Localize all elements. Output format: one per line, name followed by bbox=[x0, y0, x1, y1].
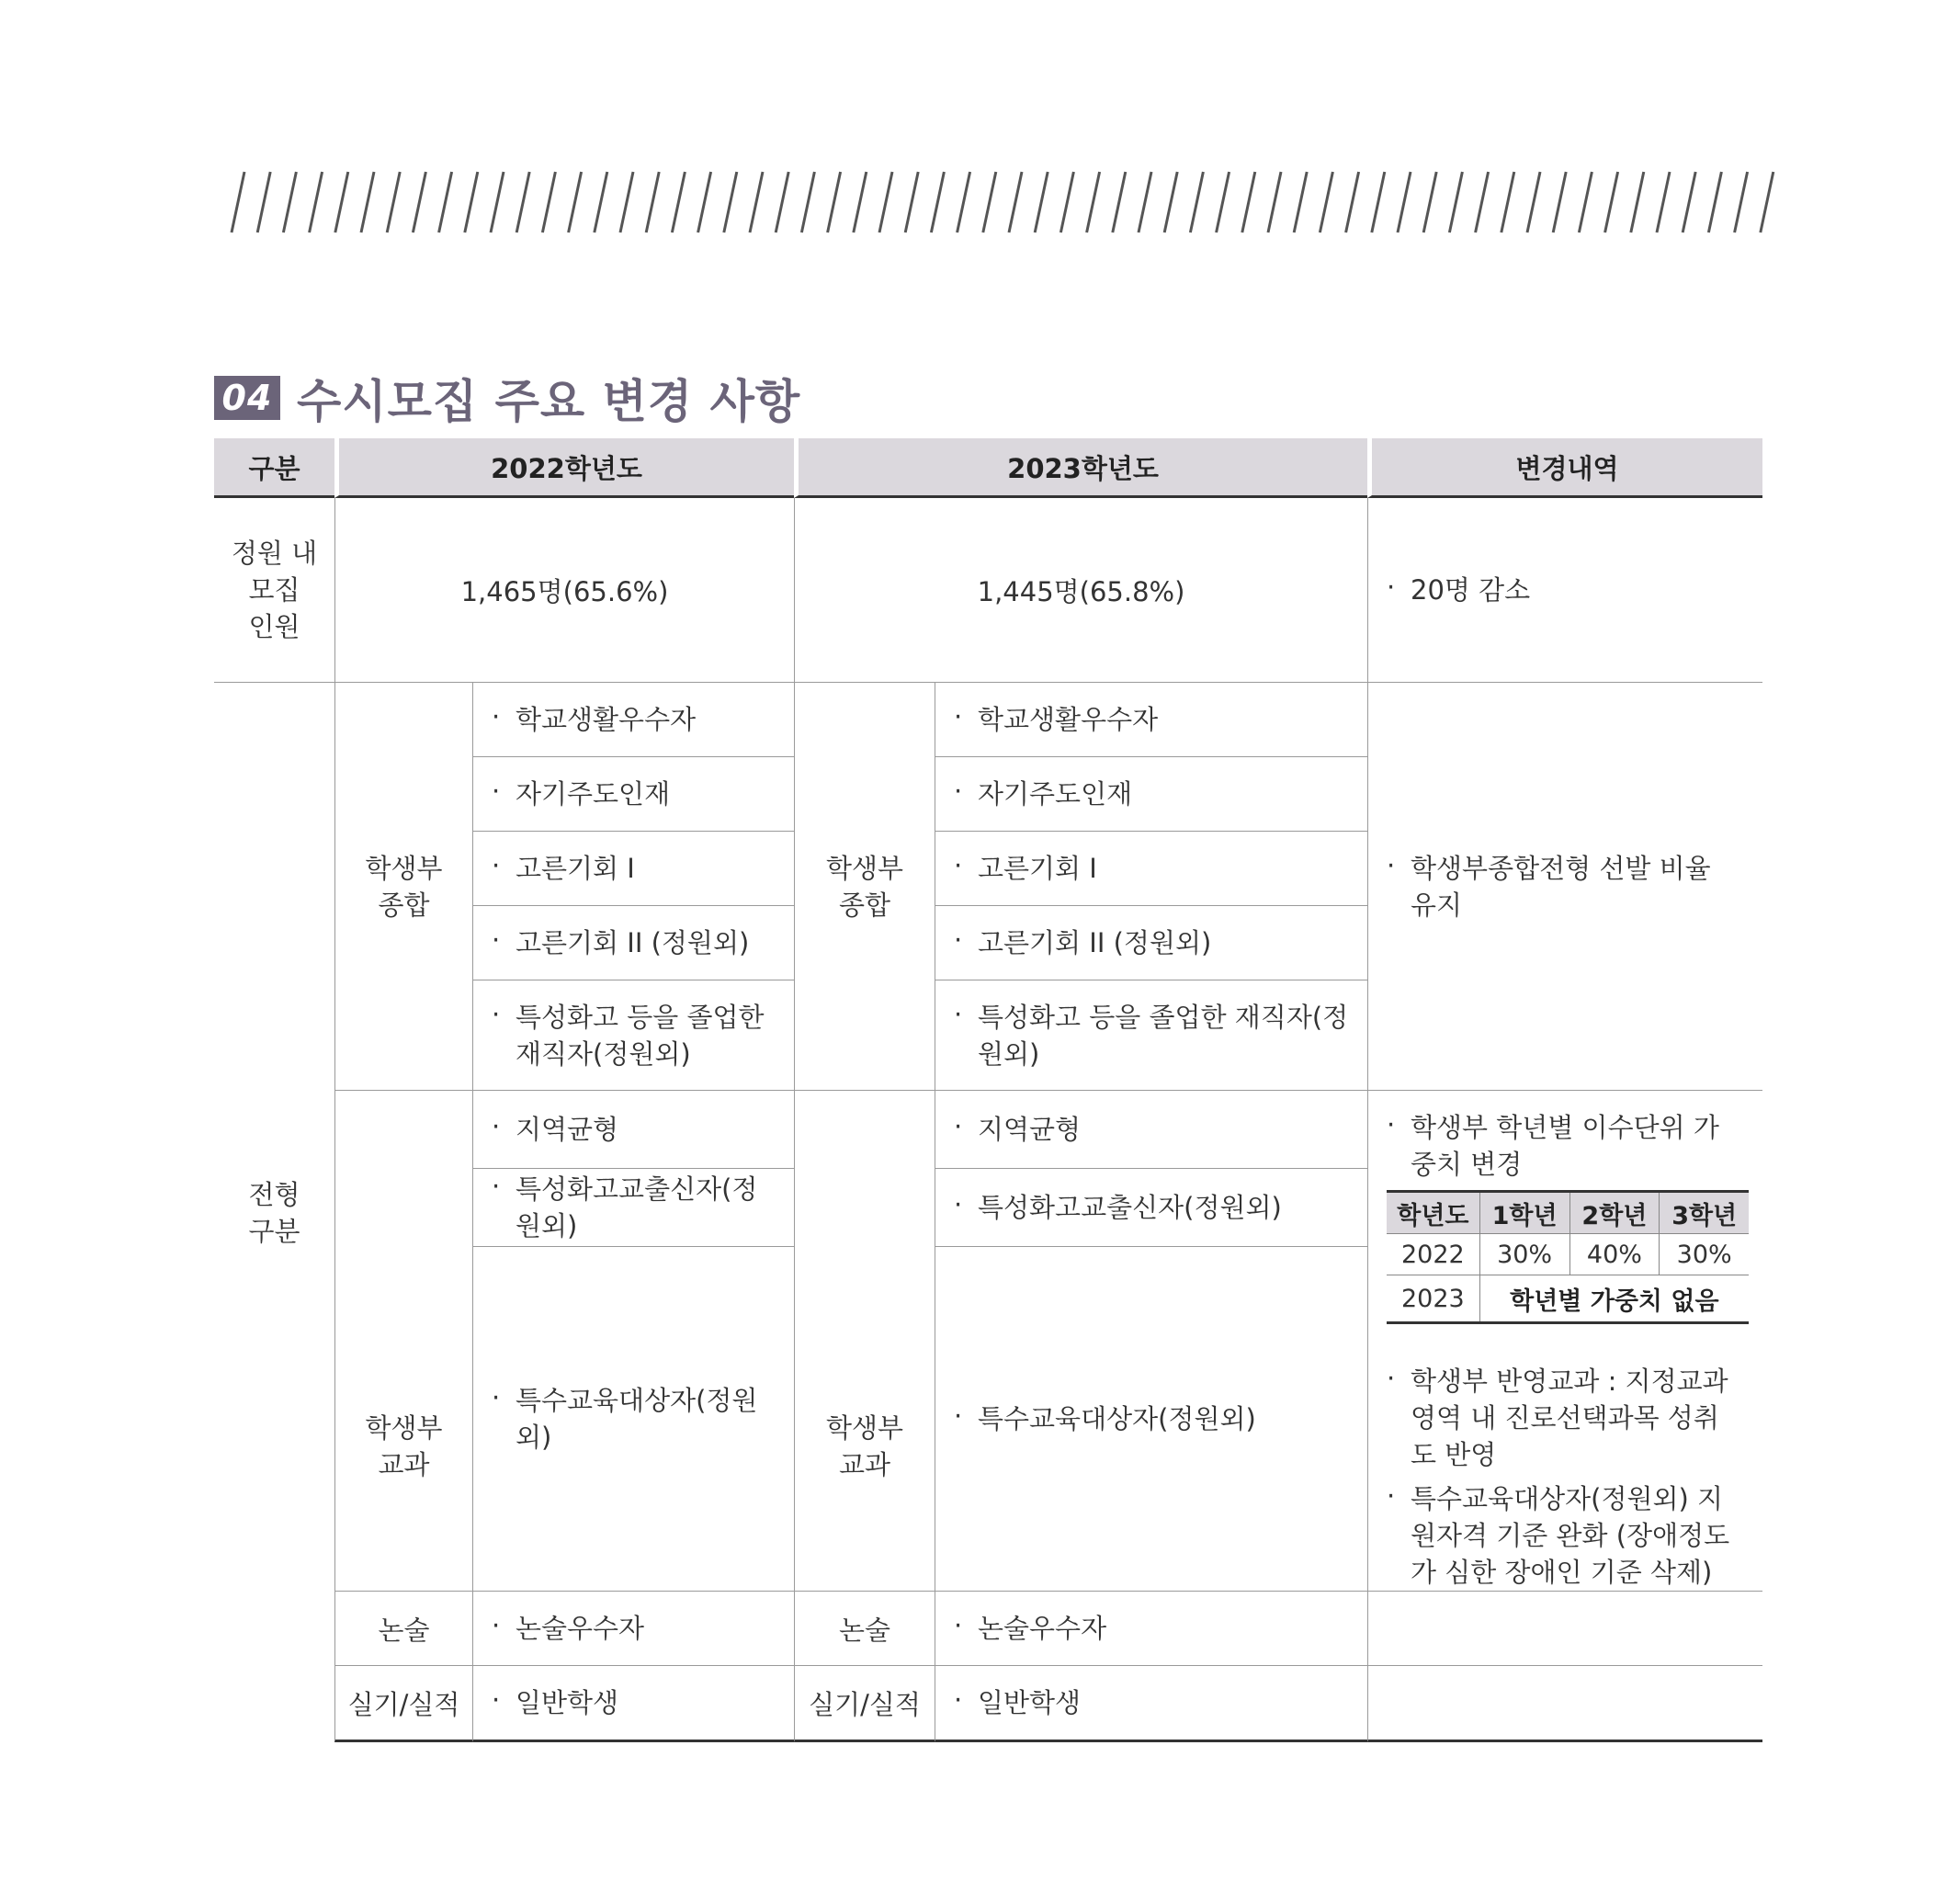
list-item bbox=[935, 682, 1367, 756]
quota-change-cell bbox=[1367, 498, 1762, 682]
bullet: · bbox=[492, 1684, 501, 1716]
slash-stroke bbox=[387, 172, 400, 232]
header-category: 구분 bbox=[214, 438, 334, 498]
comp-2023-item: 고른기회 II (정원외) bbox=[978, 927, 1212, 958]
slash-stroke bbox=[1527, 172, 1540, 232]
slash-stroke bbox=[1657, 172, 1670, 232]
slash-stroke bbox=[646, 172, 659, 232]
quota-change: 20명 감소 bbox=[1411, 574, 1531, 606]
comp-2022-item: 자기주도인재 bbox=[516, 778, 671, 810]
subject-label-2022-cell bbox=[334, 1090, 472, 1591]
essay-2022-item: 논술우수자 bbox=[516, 1613, 645, 1644]
essay-label-2023: 논술 bbox=[794, 1591, 935, 1665]
slash-stroke bbox=[776, 172, 788, 232]
slash-stroke bbox=[931, 172, 944, 232]
slash-stroke bbox=[595, 172, 607, 232]
slash-stroke bbox=[1294, 172, 1307, 232]
slash-stroke bbox=[1579, 172, 1592, 232]
bullet: · bbox=[492, 924, 501, 956]
comp-2023-item: 학교생활우수자 bbox=[978, 704, 1159, 735]
slash-stroke bbox=[232, 172, 244, 232]
list-item bbox=[935, 1090, 1367, 1168]
slash-stroke bbox=[724, 172, 737, 232]
practical-label-2022: 실기/실적 bbox=[334, 1665, 472, 1742]
slash-stroke bbox=[983, 172, 996, 232]
weights-header: 3학년 bbox=[1660, 1192, 1749, 1234]
practical-2022-item: 일반학생 bbox=[516, 1687, 619, 1718]
quota-2022: 1,465명(65.6%) bbox=[334, 498, 794, 682]
slash-stroke bbox=[361, 172, 374, 232]
bullet: · bbox=[954, 850, 963, 881]
weights-cell: 2023 bbox=[1387, 1275, 1479, 1323]
slash-stroke bbox=[1761, 172, 1773, 232]
list-item bbox=[472, 1168, 794, 1246]
slash-stroke bbox=[516, 172, 529, 232]
weights-row-2022 bbox=[1387, 1234, 1749, 1275]
slash-stroke bbox=[1735, 172, 1748, 232]
subject-change-cell bbox=[1367, 1090, 1762, 1591]
comp-2023-item: 고른기회 I bbox=[978, 853, 1097, 884]
bullet: · bbox=[954, 776, 963, 807]
table-row bbox=[214, 1090, 1762, 1168]
slash-stroke bbox=[1398, 172, 1411, 232]
slash-stroke bbox=[750, 172, 763, 232]
weights-cell: 30% bbox=[1660, 1234, 1749, 1275]
list-item bbox=[935, 831, 1367, 905]
comp-2023-item: 특성화고 등을 졸업한 재직자(정원외) bbox=[978, 1001, 1349, 1070]
section-number-badge: 04 bbox=[214, 376, 280, 420]
slash-stroke bbox=[1346, 172, 1359, 232]
weights-table bbox=[1387, 1190, 1749, 1324]
slash-stroke bbox=[1113, 172, 1126, 232]
slash-stroke bbox=[1683, 172, 1695, 232]
weights-row-2023 bbox=[1387, 1275, 1749, 1323]
list-item bbox=[472, 756, 794, 831]
bullet: · bbox=[954, 1189, 963, 1221]
subj-2022-item: 특성화고교출신자(정원외) bbox=[516, 1173, 758, 1242]
weights-cell: 30% bbox=[1479, 1234, 1569, 1275]
quota-label: 정원 내 모집 인원 bbox=[231, 538, 318, 642]
slash-stroke bbox=[1605, 172, 1618, 232]
list-item bbox=[472, 980, 794, 1090]
comprehensive-label-2023-cell bbox=[794, 682, 935, 1090]
subject-label-2023-cell bbox=[794, 1090, 935, 1591]
slash-stroke bbox=[905, 172, 918, 232]
changes-table bbox=[214, 438, 1762, 1742]
slash-stroke bbox=[1139, 172, 1151, 232]
slash-stroke bbox=[1708, 172, 1721, 232]
slash-stroke bbox=[413, 172, 425, 232]
slash-stroke bbox=[283, 172, 296, 232]
section-title: 수시모집 주요 변경 사항 bbox=[297, 375, 801, 428]
weights-cell: 2022 bbox=[1387, 1234, 1479, 1275]
type-label-cell bbox=[214, 682, 334, 1742]
slash-stroke bbox=[1631, 172, 1644, 232]
essay-change-cell bbox=[1367, 1591, 1762, 1665]
slash-stroke bbox=[1164, 172, 1177, 232]
comp-2022-item: 학교생활우수자 bbox=[516, 704, 697, 735]
list-item bbox=[472, 1246, 794, 1591]
slash-stroke bbox=[879, 172, 892, 232]
table-row bbox=[214, 1591, 1762, 1665]
header-2022: 2022학년도 bbox=[334, 438, 794, 498]
type-label: 전형 구분 bbox=[248, 1178, 300, 1247]
bullet: · bbox=[1387, 1109, 1396, 1140]
slash-stroke bbox=[672, 172, 685, 232]
list-item bbox=[935, 905, 1367, 980]
quota-label-cell bbox=[214, 498, 334, 682]
slash-stroke bbox=[335, 172, 348, 232]
table-header-row bbox=[214, 438, 1762, 498]
slash-stroke bbox=[854, 172, 867, 232]
weights-header: 2학년 bbox=[1569, 1192, 1660, 1234]
slash-stroke bbox=[491, 172, 504, 232]
comprehensive-change-cell bbox=[1367, 682, 1762, 1090]
slash-stroke bbox=[1268, 172, 1281, 232]
bullet: · bbox=[954, 1400, 963, 1433]
essay-2023-item: 논술우수자 bbox=[978, 1613, 1107, 1644]
slash-stroke bbox=[1423, 172, 1436, 232]
slash-stroke bbox=[828, 172, 841, 232]
table-row bbox=[214, 498, 1762, 682]
subj-2023-item: 특성화고교출신자(정원외) bbox=[978, 1192, 1282, 1224]
list-item bbox=[472, 1591, 794, 1665]
weights-header: 1학년 bbox=[1479, 1192, 1569, 1234]
header-2023: 2023학년도 bbox=[794, 438, 1367, 498]
list-item bbox=[472, 831, 794, 905]
subject-change-2: 학생부 반영교과 : 지정교과 영역 내 진로선택과목 성취도 반영 bbox=[1411, 1366, 1728, 1470]
slash-stroke bbox=[698, 172, 711, 232]
bullet: · bbox=[1387, 849, 1396, 881]
list-item bbox=[935, 1665, 1367, 1742]
bullet: · bbox=[954, 998, 963, 1030]
list-item bbox=[472, 905, 794, 980]
bullet: · bbox=[492, 1382, 501, 1414]
weights-header: 학년도 bbox=[1387, 1192, 1479, 1234]
slash-stroke bbox=[801, 172, 814, 232]
slash-stroke bbox=[1553, 172, 1566, 232]
slash-stroke bbox=[620, 172, 633, 232]
list-item bbox=[935, 980, 1367, 1090]
list-item bbox=[472, 682, 794, 756]
bullet: · bbox=[492, 998, 501, 1030]
comp-2023-item: 자기주도인재 bbox=[978, 778, 1133, 810]
bullet: · bbox=[492, 701, 501, 732]
subj-2023-item: 특수교육대상자(정원외) bbox=[978, 1403, 1256, 1435]
list-item bbox=[472, 1090, 794, 1168]
bullet: · bbox=[1387, 572, 1396, 603]
slash-stroke bbox=[1060, 172, 1073, 232]
slash-stroke bbox=[1449, 172, 1462, 232]
bullet: · bbox=[492, 776, 501, 807]
list-item bbox=[935, 1591, 1367, 1665]
list-item bbox=[935, 1168, 1367, 1246]
bullet: · bbox=[954, 1111, 963, 1143]
essay-label-2022: 논술 bbox=[334, 1591, 472, 1665]
slash-stroke bbox=[1501, 172, 1514, 232]
bullet: · bbox=[954, 1684, 963, 1716]
practical-change-cell bbox=[1367, 1665, 1762, 1742]
slash-stroke bbox=[1476, 172, 1489, 232]
subj-2022-item: 지역균형 bbox=[516, 1114, 619, 1146]
slash-stroke bbox=[1320, 172, 1332, 232]
comprehensive-label-2022: 학생부 종합 bbox=[365, 852, 443, 921]
comp-2022-item: 특성화고 등을 졸업한 재직자(정원외) bbox=[516, 1001, 765, 1070]
quota-2023: 1,445명(65.8%) bbox=[794, 498, 1367, 682]
slash-stroke bbox=[465, 172, 478, 232]
comprehensive-label-2023: 학생부 종합 bbox=[825, 852, 904, 921]
section-heading bbox=[214, 372, 801, 428]
subj-2022-item: 특수교육대상자(정원외) bbox=[516, 1385, 758, 1454]
weights-header-row bbox=[1387, 1192, 1749, 1234]
list-item bbox=[935, 756, 1367, 831]
weights-note: 학년별 가중치 없음 bbox=[1479, 1275, 1749, 1323]
slash-stroke bbox=[1035, 172, 1048, 232]
slash-stroke bbox=[542, 172, 555, 232]
list-item bbox=[935, 1246, 1367, 1591]
subject-label-2023: 학생부 교과 bbox=[825, 1412, 904, 1480]
slash-stroke bbox=[569, 172, 582, 232]
list-item bbox=[472, 1665, 794, 1742]
slash-stroke bbox=[257, 172, 270, 232]
table-row bbox=[214, 682, 1762, 756]
practical-2023-item: 일반학생 bbox=[978, 1687, 1082, 1718]
comprehensive-label-2022-cell bbox=[334, 682, 472, 1090]
bullet: · bbox=[954, 924, 963, 956]
bullet: · bbox=[492, 1171, 501, 1203]
comprehensive-change: 학생부종합전형 선발 비율 유지 bbox=[1411, 852, 1711, 921]
subject-change-1: 학생부 학년별 이수단위 가중치 변경 bbox=[1411, 1112, 1719, 1180]
slash-stroke bbox=[1009, 172, 1022, 232]
bullet: · bbox=[954, 1610, 963, 1641]
decorative-slash-pattern bbox=[221, 170, 1778, 234]
subject-label-2022: 학생부 교과 bbox=[365, 1412, 443, 1480]
subj-2023-item: 지역균형 bbox=[978, 1114, 1082, 1146]
slash-stroke bbox=[1242, 172, 1255, 232]
practical-label-2023: 실기/실적 bbox=[794, 1665, 935, 1742]
slash-stroke bbox=[1087, 172, 1100, 232]
bullet: · bbox=[954, 701, 963, 732]
comp-2022-item: 고른기회 II (정원외) bbox=[516, 927, 750, 958]
slash-stroke bbox=[1372, 172, 1385, 232]
slash-stroke bbox=[1190, 172, 1203, 232]
comp-2022-item: 고른기회 I bbox=[516, 853, 635, 884]
slash-stroke bbox=[1217, 172, 1229, 232]
header-changes: 변경내역 bbox=[1367, 438, 1762, 498]
bullet: · bbox=[492, 1610, 501, 1641]
bullet: · bbox=[1387, 1480, 1396, 1512]
slash-stroke bbox=[310, 172, 323, 232]
bullet: · bbox=[1387, 1363, 1396, 1394]
bullet: · bbox=[492, 1111, 501, 1143]
subject-change-3: 특수교육대상자(정원외) 지원자격 기준 완화 (장애정도가 심한 장애인 기준 삭제) bbox=[1411, 1483, 1730, 1588]
slash-stroke bbox=[439, 172, 452, 232]
table-row bbox=[214, 1665, 1762, 1742]
slash-stroke bbox=[958, 172, 970, 232]
bullet: · bbox=[492, 850, 501, 881]
weights-cell: 40% bbox=[1569, 1234, 1660, 1275]
